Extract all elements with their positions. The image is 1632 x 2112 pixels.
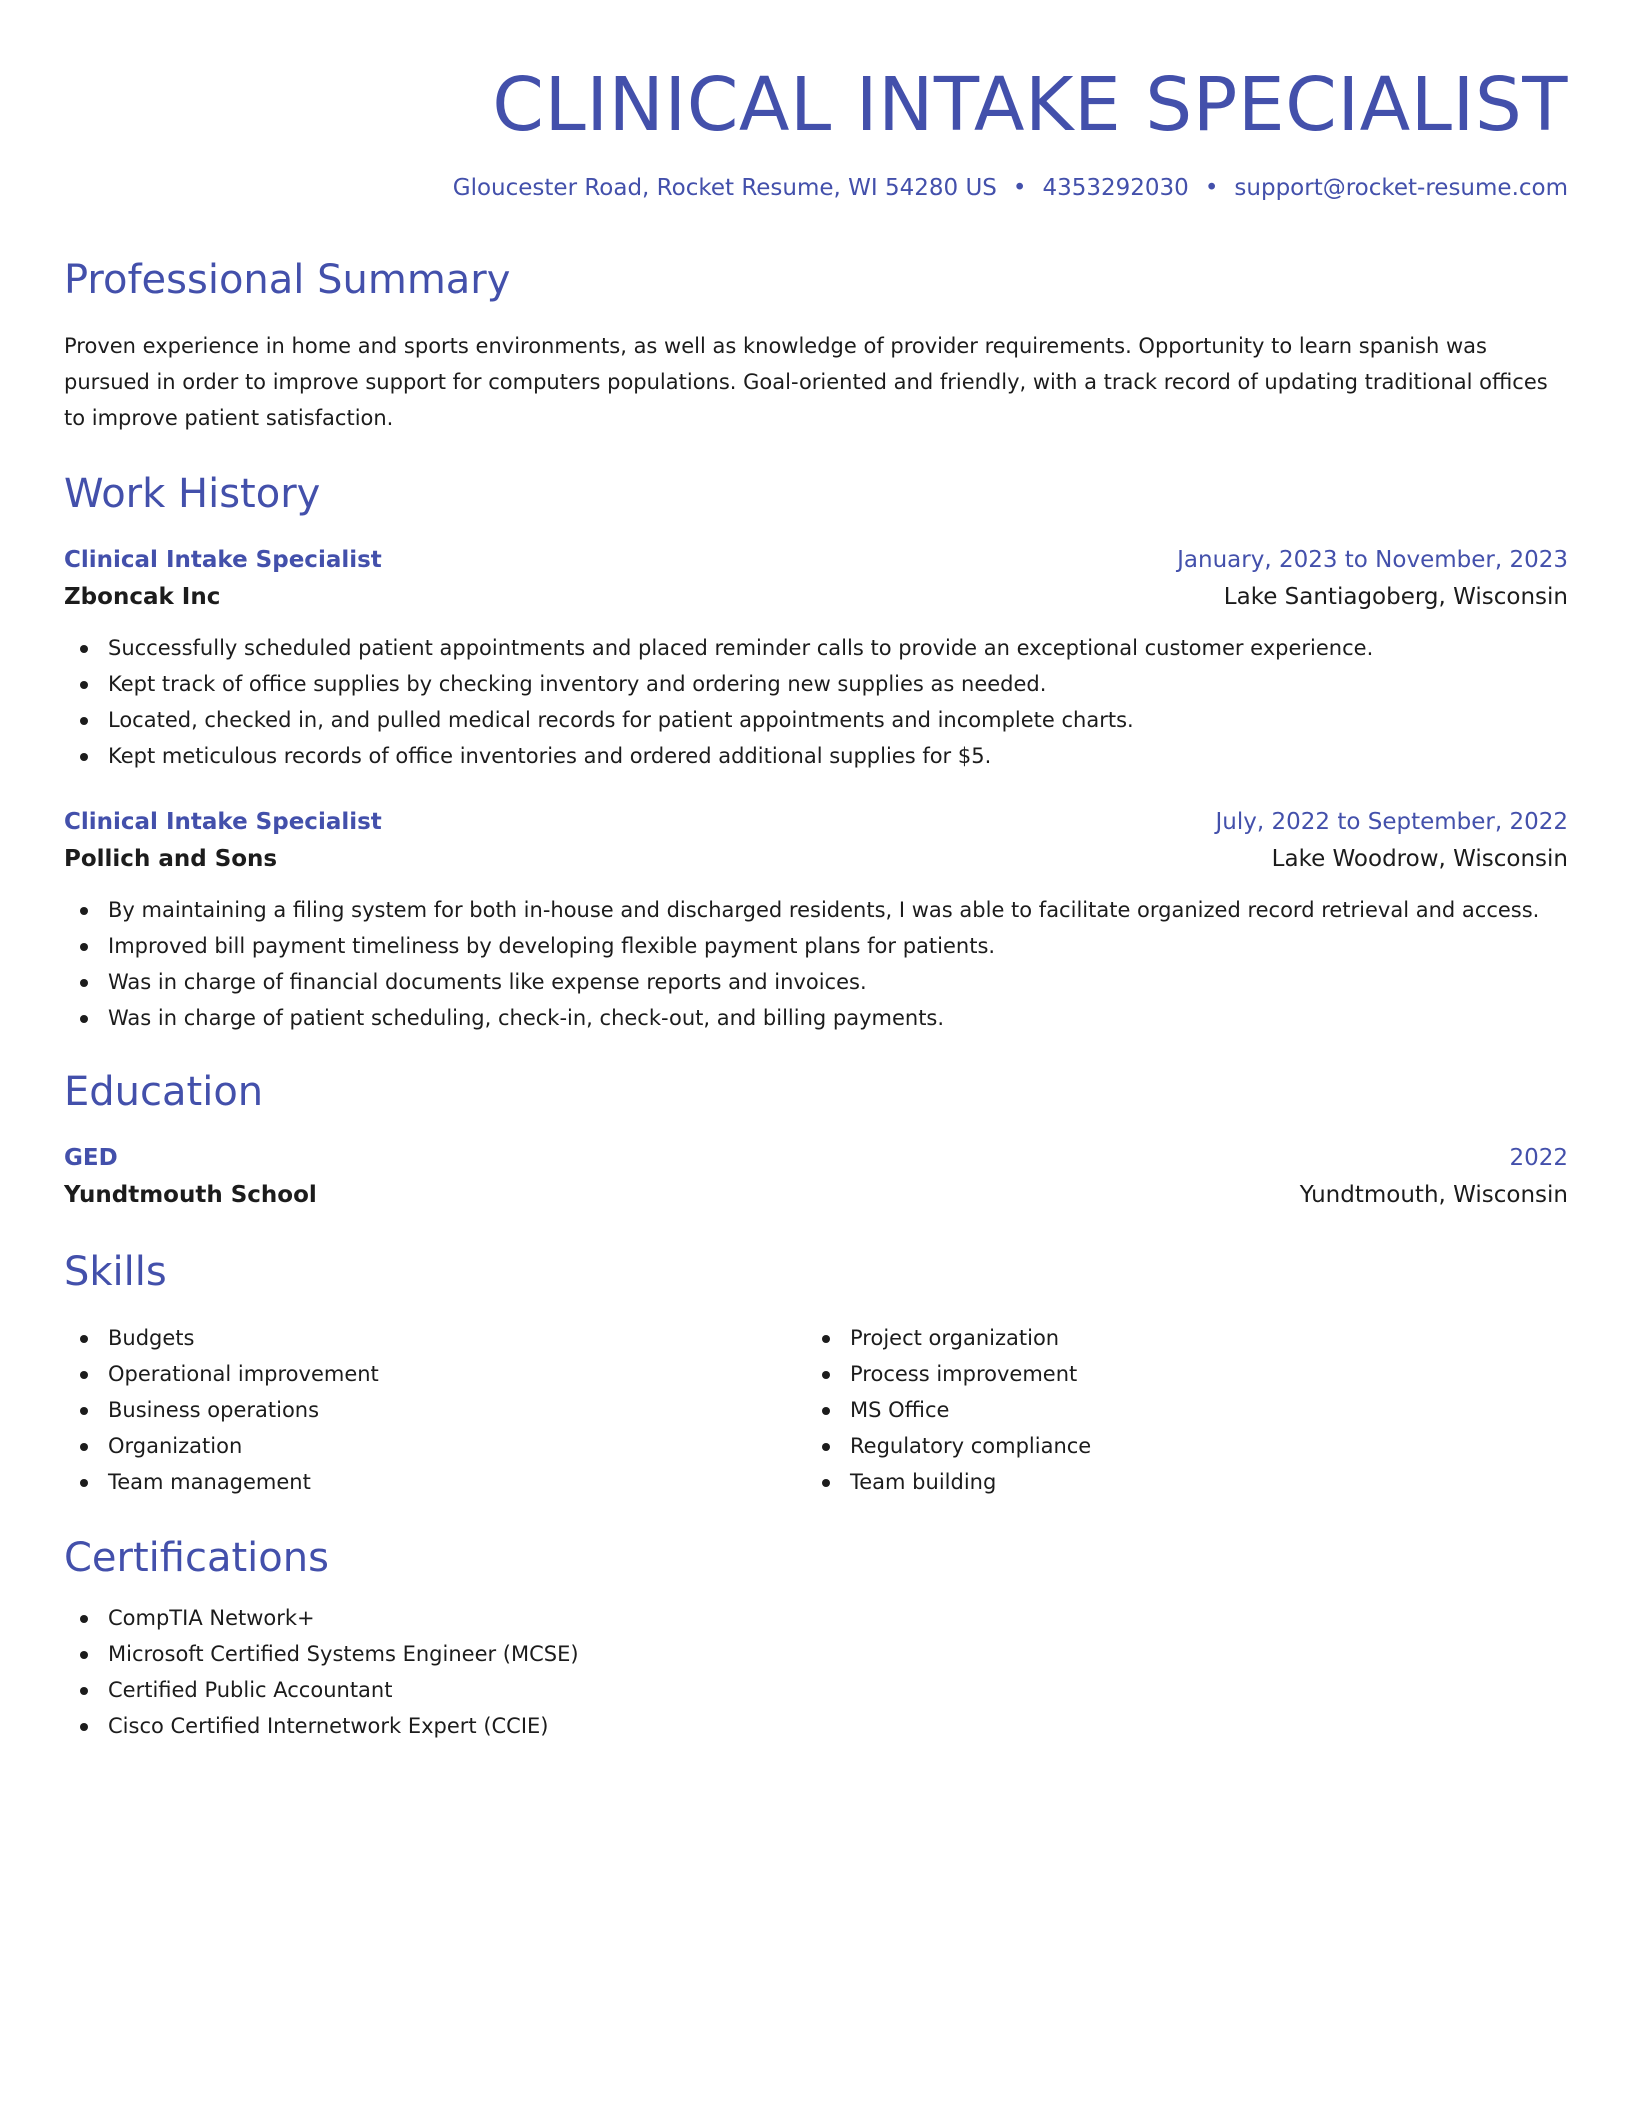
skills-list-left — [64, 1320, 806, 1500]
certification-item: Microsoft Certified Systems Engineer (MCSE) — [64, 1636, 1568, 1672]
contact-email[interactable]: support@rocket-resume.com — [1234, 175, 1568, 201]
skill-item: Operational improvement — [64, 1356, 806, 1392]
certifications-list — [64, 1600, 1568, 1744]
job-duty: Located, checked in, and pulled medical records for patient appointments and incomplete charts. — [64, 702, 1568, 738]
skill-item: MS Office — [806, 1392, 1548, 1428]
certifications-heading: Certifications — [64, 1535, 329, 1581]
education-heading: Education — [64, 1069, 264, 1115]
contact-separator: • — [1012, 175, 1027, 201]
education-year: 2022 — [1509, 1145, 1568, 1171]
candidate-name: CLINICAL INTAKE SPECIALIST — [492, 62, 1568, 148]
job-duty: Kept meticulous records of office inventories and ordered additional supplies for $5. — [64, 738, 1568, 774]
job-company: Pollich and Sons — [64, 846, 278, 872]
job-entry — [64, 804, 1568, 1036]
skills-list-right — [806, 1320, 1548, 1500]
skill-item: Regulatory compliance — [806, 1428, 1548, 1464]
resume-page — [64, 50, 1568, 1744]
skill-item: Team building — [806, 1464, 1548, 1500]
skill-item: Business operations — [64, 1392, 806, 1428]
job-duties-list — [64, 892, 1568, 1036]
job-location: Lake Woodrow, Wisconsin — [1271, 846, 1568, 872]
contact-address: Gloucester Road, Rocket Resume, WI 54280 US — [452, 175, 997, 201]
skill-item: Project organization — [806, 1320, 1548, 1356]
job-duty: Improved bill payment timeliness by developing flexible payment plans for patients. — [64, 928, 1568, 964]
job-dates: July, 2022 to September, 2022 — [1215, 809, 1568, 835]
job-company: Zboncak Inc — [64, 584, 221, 610]
skill-item: Organization — [64, 1428, 806, 1464]
education-entry — [64, 1140, 1568, 1214]
work-history-heading: Work History — [64, 471, 321, 517]
education-school: Yundtmouth School — [64, 1182, 317, 1208]
job-title: Clinical Intake Specialist — [64, 547, 382, 573]
contact-phone: 4353292030 — [1042, 175, 1189, 201]
job-location: Lake Santiagoberg, Wisconsin — [1223, 584, 1568, 610]
job-entry — [64, 542, 1568, 774]
skill-item: Team management — [64, 1464, 806, 1500]
job-duty: Kept track of office supplies by checking inventory and ordering new supplies as needed. — [64, 666, 1568, 702]
summary-text: Proven experience in home and sports environments, as well as knowledge of provider requirements. Opportunity to learn spanish was pursued in order to improve support for computers populations. Goal-oriented and friendly, with a track record of updating traditional offices to improve patient satisfaction. — [64, 334, 1548, 430]
contact-line — [64, 172, 1568, 204]
education-location: Yundtmouth, Wisconsin — [1299, 1182, 1568, 1208]
certification-item: CompTIA Network+ — [64, 1600, 1568, 1636]
skill-item: Budgets — [64, 1320, 806, 1356]
skills-heading: Skills — [64, 1249, 167, 1295]
job-duty: Was in charge of financial documents like expense reports and invoices. — [64, 964, 1568, 1000]
certification-item: Certified Public Accountant — [64, 1672, 1568, 1708]
job-duties-list — [64, 630, 1568, 774]
summary-heading: Professional Summary — [64, 257, 511, 303]
job-title: Clinical Intake Specialist — [64, 809, 382, 835]
education-degree: GED — [64, 1145, 118, 1171]
job-duty: Was in charge of patient scheduling, check-in, check-out, and billing payments. — [64, 1000, 1568, 1036]
skills-grid — [64, 1320, 1568, 1500]
job-duty: By maintaining a filing system for both in-house and discharged residents, I was able to facilitate organized record retrieval and access. — [64, 892, 1568, 928]
certification-item: Cisco Certified Internetwork Expert (CCIE) — [64, 1708, 1568, 1744]
contact-separator: • — [1204, 175, 1219, 201]
skill-item: Process improvement — [806, 1356, 1548, 1392]
job-dates: January, 2023 to November, 2023 — [1177, 547, 1568, 573]
job-duty: Successfully scheduled patient appointments and placed reminder calls to provide an exceptional customer experience. — [64, 630, 1568, 666]
